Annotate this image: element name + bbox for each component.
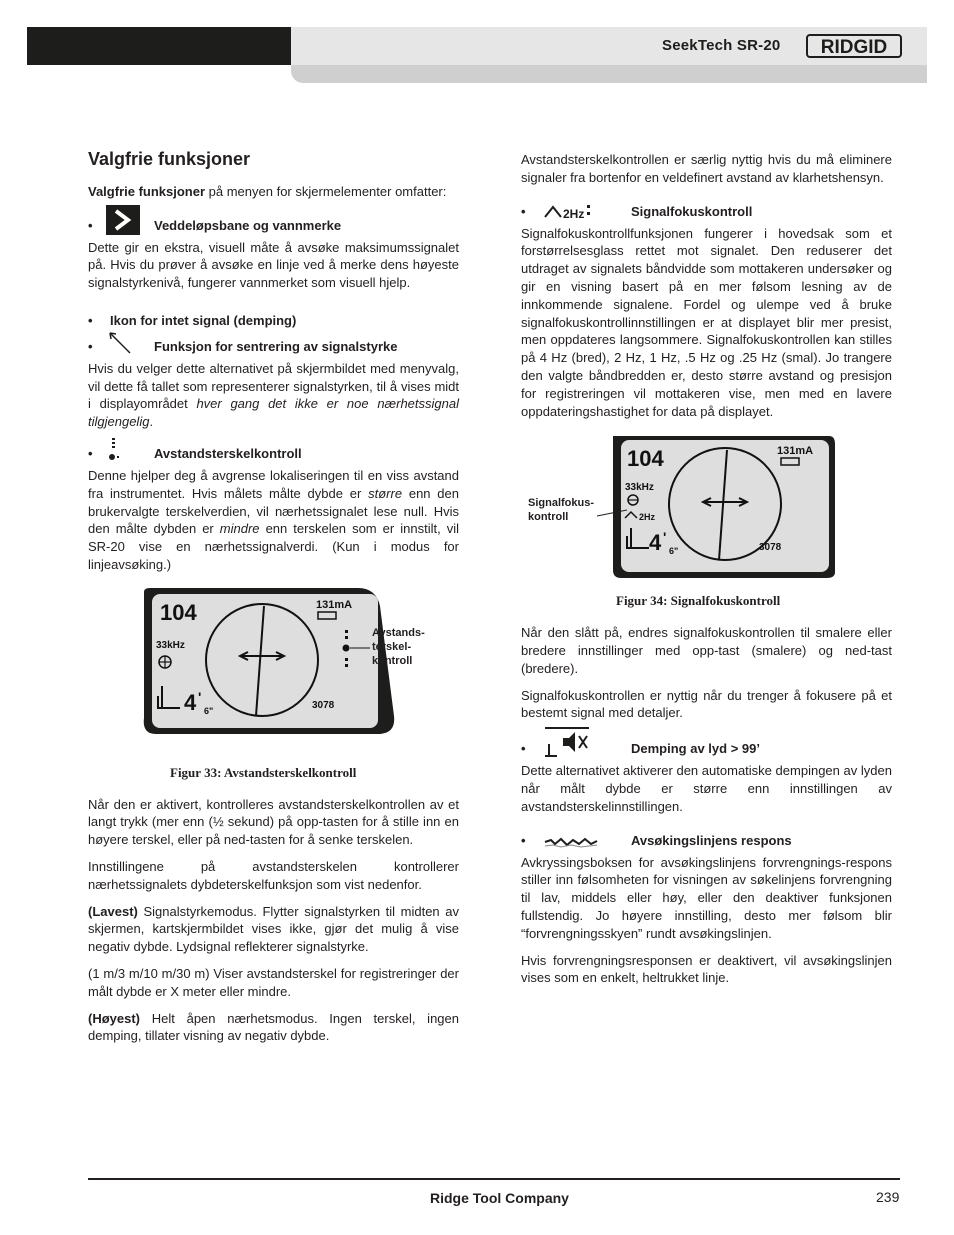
callout-line: kontroll — [528, 511, 569, 524]
item-label: Avstandsterskelkontroll — [154, 445, 302, 461]
lcd-count: 3078 — [312, 699, 335, 711]
bullet: • — [88, 217, 93, 233]
paragraph-intro: Avstandsterskelkontrollen er særlig nyttig hvis du må eliminere signaler fra bortenfor en veldefinert avstand av klarhetshensyn. — [521, 152, 892, 185]
text-italic: mindre — [219, 521, 260, 537]
footer-company: Ridge Tool Company — [430, 1190, 569, 1206]
bullet: • — [88, 445, 93, 461]
lcd-frequency: 33kHz — [156, 639, 185, 651]
intro-bold: Valgfrie funksjoner — [88, 183, 206, 199]
paragraph-highest — [88, 1010, 459, 1046]
lcd-frequency: 33kHz — [625, 482, 654, 494]
fig33-callout — [372, 626, 425, 668]
paragraph-useful: Signalfokuskontrollen er nyttig når du trenger å fokusere på et bestemt signal med detaljer. — [521, 687, 892, 721]
item-racetrack — [88, 217, 459, 235]
text-italic: større — [368, 485, 403, 501]
lcd-display-focus — [609, 432, 839, 582]
fig34-caption: Figur 34: Signalfokuskontroll — [616, 593, 781, 609]
paragraph-meters: (1 m/3 m/10 m/30 m) Viser avstandsterskel for registreringer der målt dybde er X meter eller mindre. — [88, 965, 459, 999]
paragraph-settings: Innstillingene på avstandsterskelen kontrollerer nærhetssignalets dybdeterskelfunksjon som vist nedenfor. — [88, 858, 459, 892]
paragraph-on: Når den slått på, endres signalfokuskontrollen til smalere eller bredere innstillinger med opp-tast (smalere) og ned-tast (bredere). — [521, 625, 892, 676]
item-label: Funksjon for sentrering av signalstyrke — [154, 338, 398, 354]
paragraph-last: Hvis forvrengningsresponsen er deaktivert, vil avsøkingslinjen vises som en enkelt, heltrukket linje. — [521, 952, 892, 986]
lcd-depth-ft: ' — [198, 688, 202, 705]
header-model: SeekTech SR-20 — [662, 37, 781, 54]
lcd-strength: 104 — [160, 599, 197, 625]
antenna-icon — [159, 656, 171, 668]
bullet: • — [88, 312, 93, 328]
lcd-strength: 104 — [627, 446, 664, 472]
item-label: Veddeløpsbane og vannmerke — [154, 217, 342, 233]
lcd-depth: 4 — [184, 689, 197, 715]
item-trace-response — [521, 832, 892, 850]
right-column — [521, 151, 892, 996]
lowest-text: Signalstyrkemodus. Flytter signalstyrken til midten av skjermen, kartskjermbildet vises ikke, gjør det mulig å vise negativ dybde. Lydsignal reflekterer signalstyrke. — [88, 903, 459, 955]
ridgid-logo — [806, 34, 902, 58]
bullet: • — [521, 832, 526, 848]
item-label: Signalfokuskontroll — [631, 203, 753, 219]
item-text — [88, 360, 459, 431]
text-part: enn terskelen som er innstilt, vil SR-20 vise en nærhetssignalverdi. (Kun i modus for linjeavsøking.) — [88, 521, 459, 572]
item-no-signal — [88, 312, 459, 330]
paragraph-active: Når den er aktivert, kontrolleres avstandsterskelkontrollen av et langt trykk (mer enn (½ sekund) på opp-tasten for å stille inn en høyere terskel, eller på ned-tasten for å senke terskelen. — [88, 796, 459, 848]
text-part: Denne hjelper deg å avgrense lokaliseringen til en viss avstand fra instrumentet. Hvis målets målte dybde er — [88, 467, 459, 501]
lcd-current: 131mA — [777, 445, 814, 458]
bullet: • — [521, 741, 526, 757]
item-text: Avkryssingsboksen for avsøkingslinjens forvrengnings-respons stiller inn følsomheten for visningen av søkelinjens forvrengning til lav, middels eller høy, eller den deaktiver funksjonen fullstendig. Jo høyere innstilling, desto mer følsom blir “forvrengningsskyen” rundt avsøkingslinjen. — [521, 854, 892, 941]
highest-bold: (Høyest) — [88, 1010, 141, 1026]
callout-line: Signalfokus- — [528, 497, 595, 510]
lcd-current: 131mA — [316, 598, 353, 611]
header-black-bar — [27, 27, 291, 65]
item-signal-focus — [521, 203, 892, 221]
callout-line: terskel- — [372, 640, 412, 653]
bullet: • — [521, 203, 526, 219]
racetrack-icon — [106, 205, 140, 235]
lowest-bold: (Lavest) — [88, 903, 138, 919]
item-distance-threshold — [88, 445, 459, 463]
item-label: Demping av lyd > 99’ — [631, 741, 760, 757]
figure-33 — [88, 586, 459, 764]
fig34-callout — [528, 496, 594, 524]
trace-line-icon — [543, 836, 599, 850]
lcd-depth: 4 — [649, 530, 662, 556]
item-text: Signalfokuskontrollfunksjonen fungerer i hovedsak som et forstørrelsesglass rettet mot signalet. Den reduserer det utdraget av signalets båndvidde som mottakeren undersøker og gir en visning basert på en mer følsom lesning av de innkommende signalene. Fordel og ulempe ved å bruke signalfokuskontrollinnstillingen er at displayet blir mer presist, men oppdateres langsommere. Signalfokuskontrollen kan stilles på 4 Hz (bred), 2 Hz, 1 Hz, .5 Hz og .25 Hz (smal). Jo trangere den valgte båndbredden er, desto større avstand og presisjon for registreringen vil mottakeren vise, men med en lavere oppdateringshastighet for data på displayet. — [521, 225, 892, 419]
figure-34 — [521, 432, 892, 592]
section-title: Valgfrie funksjoner — [88, 149, 251, 169]
footer-rule — [88, 1178, 900, 1180]
text-italic: hver gang det ikke er noe nærhetssignal tilgjengelig — [88, 396, 459, 430]
item-text: Dette gir en ekstra, visuell måte å avsøke maksimumssignalet på. Hvis du prøver å avsøke en linje ved å merke dens høyeste signalstyrkenivå, fungerer vannmerket som visuell hjelp. — [88, 239, 459, 291]
callout-line: Avstands- — [372, 626, 425, 639]
lcd-focus: 2Hz — [639, 512, 656, 523]
centering-icon — [106, 330, 134, 356]
intro-text: på menyen for skjermelementer omfatter: — [205, 183, 447, 199]
item-label: Avsøkingslinjens respons — [631, 832, 792, 848]
logo-text: RIDGID — [820, 37, 888, 58]
lcd-depth-in: 6" — [669, 546, 679, 557]
page-number: 239 — [876, 1189, 900, 1205]
lcd-depth-ft: ' — [663, 529, 667, 546]
header-strip — [291, 65, 927, 83]
mute-icon — [543, 726, 591, 758]
lcd-depth-in: 6" — [204, 705, 214, 716]
threshold-icon — [106, 437, 122, 463]
signal-focus-icon — [543, 203, 593, 221]
paragraph-lowest — [88, 903, 459, 956]
fig33-caption: Figur 33: Avstandsterskelkontroll — [170, 764, 357, 780]
intro-paragraph — [88, 183, 459, 201]
callout-leader — [597, 504, 627, 524]
text-part: enn den brukervalgte terskelverdien, vil nærhetssignalet lese null. Hvis den målte dybden er — [88, 485, 459, 537]
item-centering — [88, 338, 459, 356]
item-mute — [521, 740, 892, 758]
item-label: Ikon for intet signal (demping) — [110, 312, 297, 328]
item-text — [88, 467, 459, 574]
lcd-count: 3078 — [759, 542, 782, 554]
bullet: • — [88, 338, 93, 354]
highest-text: Helt åpen nærhetsmodus. Ingen terskel, ingen demping, tillater visning av negativ dybde. — [88, 1010, 459, 1044]
text-part: Hvis du velger dette alternativet på skjermbildet med menyvalg, vil dette få tallet som representerer signalstyrken, til å vises midt i displayområdet — [88, 360, 459, 412]
focus-icon-text: 2Hz — [563, 206, 585, 221]
callout-line: kontroll — [372, 654, 413, 667]
left-column — [88, 151, 459, 1054]
text-part: . — [149, 414, 154, 430]
item-text: Dette alternativet aktiverer den automatiske dempingen av lyden når målt dybde er større enn innstillingen av avstandsterskelinnstillingen. — [521, 763, 892, 814]
